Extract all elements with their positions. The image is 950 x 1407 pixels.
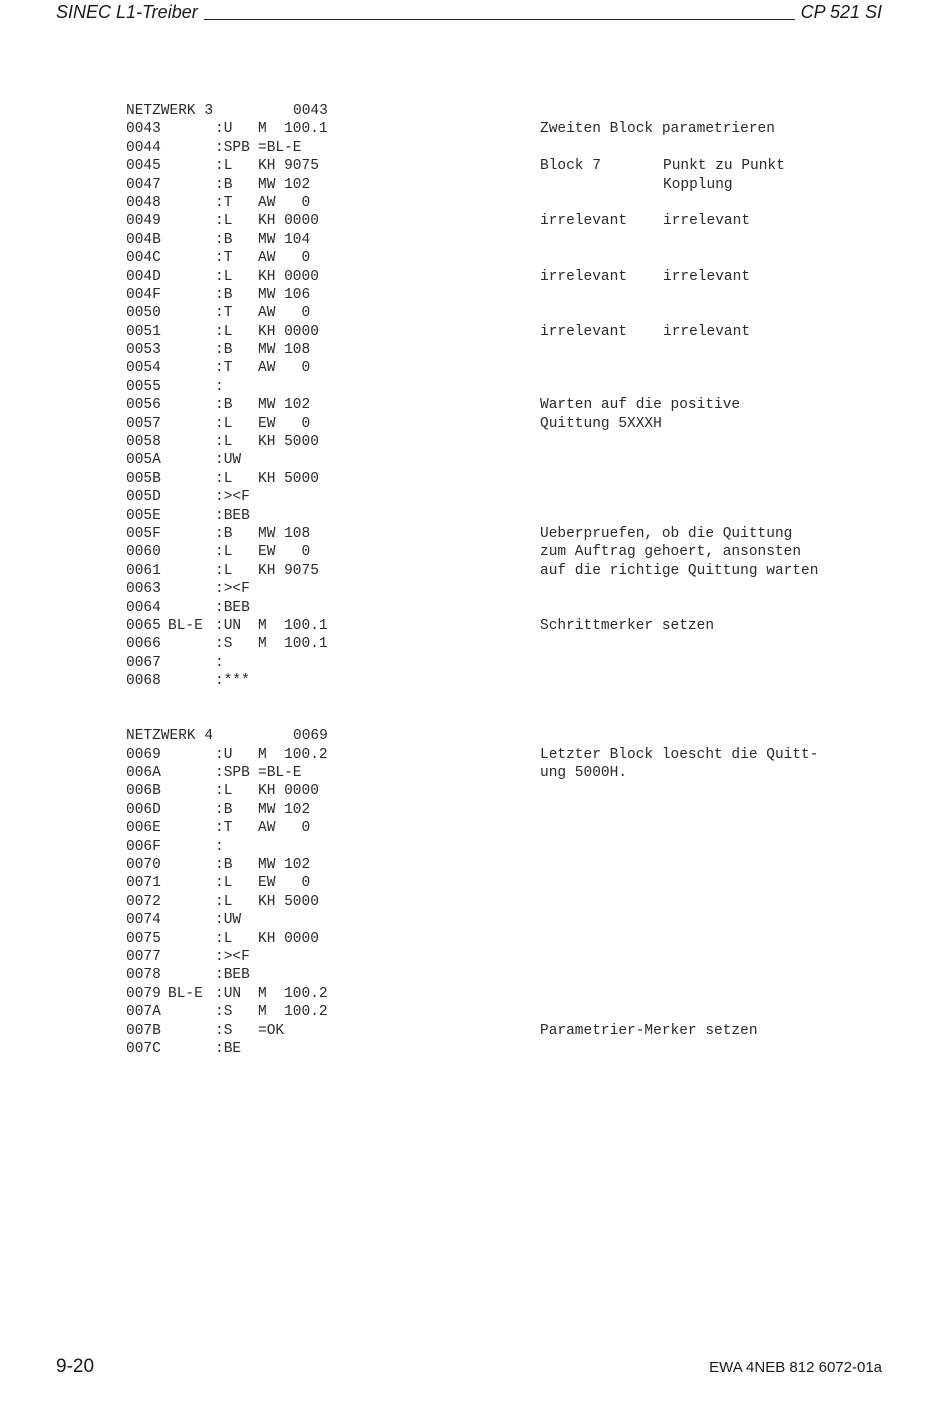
code-line [126,672,846,690]
line-operation: :B [215,286,233,303]
line-address: 0074 [126,912,161,929]
line-address: 0043 [126,121,161,138]
line-address: 005D [126,489,161,506]
line-address: 0068 [126,673,161,690]
line-operand: =BL-E [258,765,302,782]
line-operand: KH 5000 [258,470,319,487]
header-rule [204,19,795,20]
line-operation: :L [215,213,233,230]
line-comment-2: irrelevant [663,323,751,340]
line-operation: : [215,654,224,671]
line-operation: :L [215,268,233,285]
code-line [126,359,846,377]
header-right-title: CP 521 SI [800,2,882,22]
line-address: 007C [126,1040,161,1057]
line-operand: KH 0000 [258,323,319,340]
line-operand: AW 0 [258,194,311,211]
line-comment: Parametrier-Merker setzen [540,1022,758,1039]
line-operation: :><F [215,948,250,965]
code-line [126,231,846,249]
line-address: 004C [126,250,161,267]
line-operation: :SPB [215,139,250,156]
line-operation: :B [215,525,233,542]
code-line [126,893,846,911]
line-address: 006B [126,783,161,800]
line-operand: MW 108 [258,525,311,542]
line-operand: MW 102 [258,397,311,414]
line-operation: :T [215,305,233,322]
line-address: 0060 [126,544,161,561]
code-line [126,801,846,819]
line-comment: Block 7 [540,158,601,175]
line-operand: MW 106 [258,286,311,303]
line-operation: :L [215,158,233,175]
code-line [126,176,846,194]
code-line [126,507,846,525]
line-operand: KH 0000 [258,268,319,285]
line-operand: KH 9075 [258,158,319,175]
line-operation: :S [215,1004,233,1021]
code-line [126,194,846,212]
code-line [126,562,846,580]
code-line [126,249,846,267]
line-operand: MW 104 [258,231,311,248]
line-operation: : [215,838,224,855]
line-address: 0055 [126,378,161,395]
code-line [126,838,846,856]
line-operand: M 100.1 [258,636,328,653]
code-line [126,323,846,341]
line-operation: :B [215,231,233,248]
line-operand: =BL-E [258,139,302,156]
line-operand: AW 0 [258,305,311,322]
line-operand: MW 102 [258,857,311,874]
line-comment: ung 5000H. [540,765,628,782]
network-title: NETZWERK 3 [126,103,214,119]
line-operation: :><F [215,489,250,506]
code-line [126,874,846,892]
line-address: 0056 [126,397,161,414]
line-operand: MW 108 [258,342,311,359]
header-left-title: SINEC L1-Treiber [56,2,198,22]
line-address: 0079 [126,985,161,1002]
line-operation: :UN [215,617,242,634]
line-operation: :L [215,875,233,892]
line-operation: :L [215,544,233,561]
network-header [126,727,846,745]
code-line [126,433,846,451]
block-spacer [126,691,846,728]
line-operation: :T [215,250,233,267]
line-operation: :L [215,783,233,800]
line-operation: :B [215,397,233,414]
line-address: 0071 [126,875,161,892]
line-operation: :S [215,636,233,653]
line-operation: :T [215,194,233,211]
line-operation: :UW [215,912,242,929]
line-address: 005F [126,525,161,542]
code-line [126,286,846,304]
line-comment: auf die richtige Quittung warten [540,562,819,579]
line-operand: AW 0 [258,820,311,837]
line-comment: irrelevant [540,323,628,340]
line-operand: EW 0 [258,544,311,561]
line-label: BL-E [168,985,203,1002]
line-address: 007B [126,1022,161,1039]
line-operation: :T [215,360,233,377]
line-operation: :L [215,562,233,579]
code-line [126,451,846,469]
line-comment: Letzter Block loescht die Quitt- [540,746,819,763]
line-operation: :L [215,893,233,910]
line-operand: AW 0 [258,360,311,377]
code-line [126,304,846,322]
network-number: 0069 [293,728,328,745]
line-operation: :><F [215,581,250,598]
line-address: 0066 [126,636,161,653]
line-address: 004B [126,231,161,248]
line-address: 0044 [126,139,161,156]
code-line [126,856,846,874]
line-operation: :BEB [215,967,250,984]
page-footer [56,1356,882,1378]
code-line [126,268,846,286]
line-operand: KH 5000 [258,893,319,910]
line-operand: AW 0 [258,250,311,267]
line-address: 0061 [126,562,161,579]
code-line [126,378,846,396]
line-comment: Schrittmerker setzen [540,617,715,634]
code-line [126,617,846,635]
line-operand: M 100.2 [258,985,328,1002]
line-operation: :U [215,121,233,138]
line-operand: =OK [258,1022,285,1039]
code-line [126,1022,846,1040]
code-line [126,157,846,175]
network-header [126,102,846,120]
code-line [126,415,846,433]
line-comment: Zweiten Block parametrieren [540,121,775,138]
code-line [126,764,846,782]
page-header [56,0,882,22]
line-operation: :B [215,176,233,193]
code-line [126,139,846,157]
line-address: 006F [126,838,161,855]
line-operand: EW 0 [258,415,311,432]
line-operand: KH 0000 [258,930,319,947]
line-operand: EW 0 [258,875,311,892]
code-line [126,525,846,543]
document-id: EWA 4NEB 812 6072-01a [709,1359,882,1376]
line-address: 0078 [126,967,161,984]
code-line [126,930,846,948]
line-address: 004D [126,268,161,285]
code-line [126,911,846,929]
code-line [126,966,846,984]
line-operation: :B [215,342,233,359]
line-comment: irrelevant [540,213,628,230]
line-address: 0067 [126,654,161,671]
line-address: 0065 [126,617,161,634]
code-line [126,543,846,561]
code-line [126,635,846,653]
line-operation: :BE [215,1040,242,1057]
line-address: 007A [126,1004,161,1021]
page-number: 9-20 [56,1356,95,1377]
line-comment: zum Auftrag gehoert, ansonsten [540,544,802,561]
line-address: 0064 [126,599,161,616]
code-listing [126,102,846,1058]
line-address: 0053 [126,342,161,359]
line-address: 0070 [126,857,161,874]
code-line [126,120,846,138]
code-line [126,654,846,672]
line-address: 0057 [126,415,161,432]
line-comment-2: irrelevant [663,213,751,230]
line-address: 005A [126,452,161,469]
code-line [126,488,846,506]
line-address: 0063 [126,581,161,598]
code-line [126,341,846,359]
line-address: 0047 [126,176,161,193]
line-address: 005B [126,470,161,487]
line-address: 006E [126,820,161,837]
line-operation: :BEB [215,599,250,616]
line-operation: : [215,378,224,395]
line-address: 006D [126,801,161,818]
line-operation: :UW [215,452,242,469]
code-line [126,396,846,414]
line-operand: M 100.1 [258,121,328,138]
line-comment-2: irrelevant [663,268,751,285]
line-operation: :T [215,820,233,837]
code-line [126,580,846,598]
line-operand: M 100.1 [258,617,328,634]
line-operand: KH 9075 [258,562,319,579]
network-number: 0043 [293,103,328,119]
network-title: NETZWERK 4 [126,728,214,745]
line-operand: MW 102 [258,176,311,193]
line-operand: KH 0000 [258,783,319,800]
line-address: 0051 [126,323,161,340]
line-address: 0075 [126,930,161,947]
line-address: 0049 [126,213,161,230]
line-comment: Quittung 5XXXH [540,415,662,432]
line-operation: :L [215,930,233,947]
line-address: 0077 [126,948,161,965]
code-line [126,470,846,488]
line-address: 0069 [126,746,161,763]
line-address: 0050 [126,305,161,322]
line-operation: :BEB [215,507,250,524]
line-label: BL-E [168,617,203,634]
code-line [126,1003,846,1021]
code-line [126,948,846,966]
line-comment-2: Punkt zu Punkt [663,158,785,175]
code-line [126,746,846,764]
line-operand: M 100.2 [258,1004,328,1021]
code-line [126,985,846,1003]
line-address: 0048 [126,194,161,211]
line-operation: :L [215,323,233,340]
code-line [126,1040,846,1058]
line-address: 004F [126,286,161,303]
line-comment: irrelevant [540,268,628,285]
line-address: 0045 [126,158,161,175]
line-address: 0054 [126,360,161,377]
line-operation: :L [215,434,233,451]
line-comment: Warten auf die positive [540,397,741,414]
line-operation: :*** [215,673,250,690]
line-comment: Ueberpruefen, ob die Quittung [540,525,793,542]
line-operand: KH 0000 [258,213,319,230]
code-line [126,819,846,837]
line-operand: M 100.2 [258,746,328,763]
line-operation: :SPB [215,765,250,782]
line-operation: :B [215,857,233,874]
line-operation: :L [215,415,233,432]
code-line [126,599,846,617]
line-address: 006A [126,765,161,782]
line-address: 0072 [126,893,161,910]
line-operand: MW 102 [258,801,311,818]
line-operand: KH 5000 [258,434,319,451]
code-line [126,782,846,800]
line-operation: :B [215,801,233,818]
line-operation: :UN [215,985,242,1002]
line-address: 0058 [126,434,161,451]
line-operation: :L [215,470,233,487]
line-operation: :U [215,746,233,763]
line-address: 005E [126,507,161,524]
line-comment-2: Kopplung [663,176,733,193]
code-line [126,212,846,230]
line-operation: :S [215,1022,233,1039]
